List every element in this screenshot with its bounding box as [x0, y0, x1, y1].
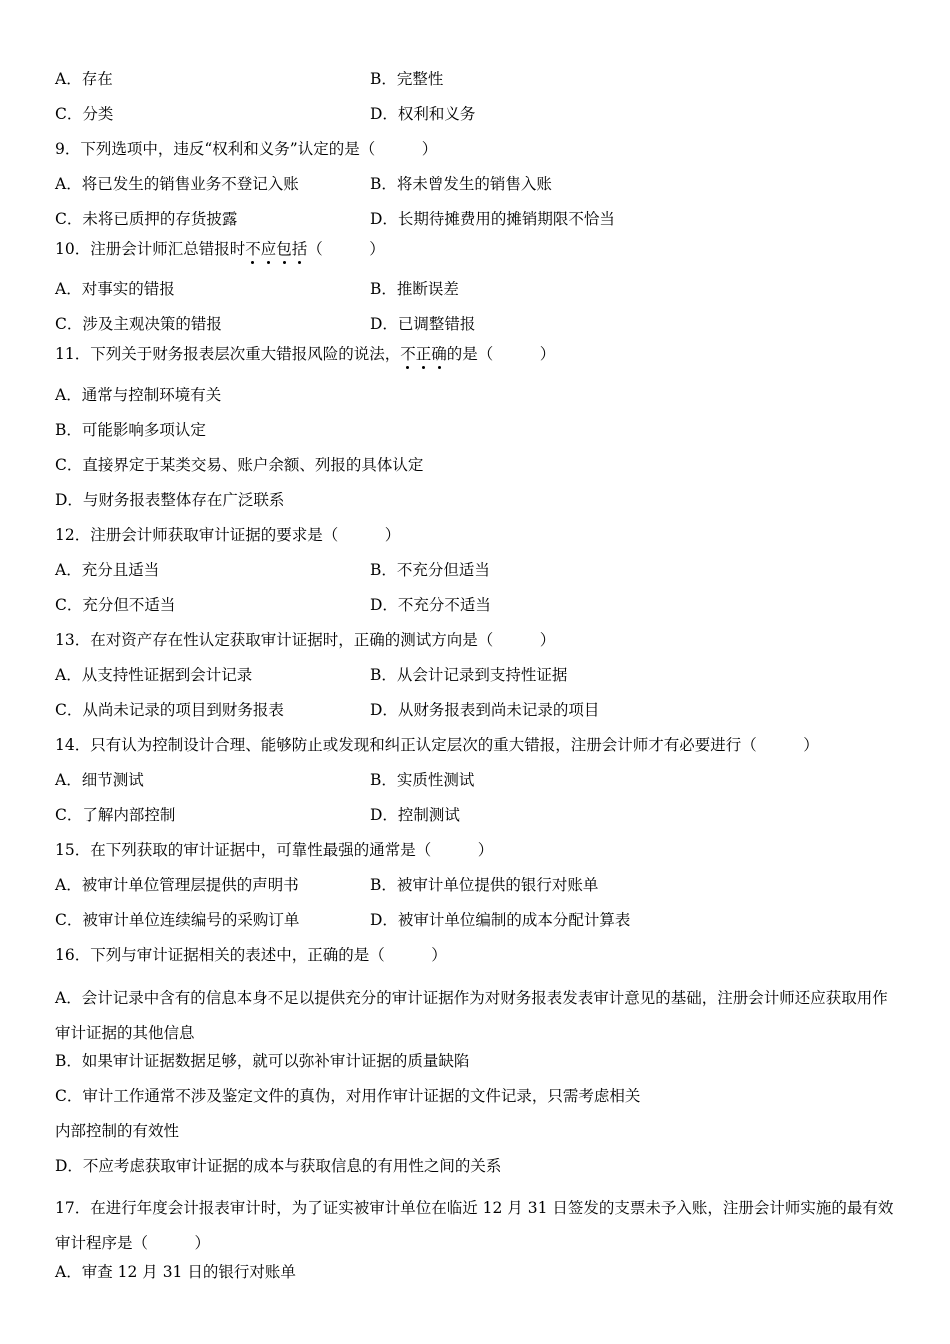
q13-option-b: B．从会计记录到支持性证据 — [370, 666, 568, 684]
q10-option-c: C．涉及主观决策的错报 — [55, 315, 222, 333]
q12-option-b: B．不充分但适当 — [370, 561, 490, 579]
q14-stem: 14．只有认为控制设计合理、能够防止或发现和纠正认定层次的重大错报，注册会计师才有必要进行（ ） — [55, 736, 819, 754]
q11-emphasis-char: 不 — [400, 345, 416, 363]
q15-option-a: A．被审计单位管理层提供的声明书 — [55, 876, 299, 894]
q15-option-b: B．被审计单位提供的银行对账单 — [370, 876, 599, 894]
q16-option-c: C．审计工作通常不涉及鉴定文件的真伪，对用作审计证据的文件记录，只需考虑相关 — [55, 1087, 641, 1105]
q8-option-b: B．完整性 — [370, 70, 444, 88]
q17-stem: 17．在进行年度会计报表审计时，为了证实被审计单位在临近 12 月 31 日签发的支票未予入账，注册会计师实施的最有效审计程序是（ ） — [55, 1199, 894, 1252]
q12-option-a: A．充分且适当 — [55, 561, 160, 579]
q10-emphasis-char: 不 — [245, 240, 261, 258]
q11-emphasis-char: 确 — [431, 345, 447, 363]
q10-option-d: D．已调整错报 — [370, 315, 476, 333]
q10-option-a: A．对事实的错报 — [55, 280, 175, 298]
q11-stem-pre: 11．下列关于财务报表层次重大错报风险的说法， — [55, 345, 401, 363]
q13-option-a: A．从支持性证据到会计记录 — [55, 666, 253, 684]
q14-option-c: C．了解内部控制 — [55, 806, 176, 824]
q17-option-a: A．审查 12 月 31 日的银行对账单 — [55, 1263, 296, 1281]
q16-option-a: A．会计记录中含有的信息本身不足以提供充分的审计证据作为对财务报表发表审计意见的基础，注册会计师还应获取用作审计证据的其他信息 — [55, 989, 888, 1042]
q15-option-c: C．被审计单位连续编号的采购订单 — [55, 911, 300, 929]
q12-option-d: D．不充分不适当 — [370, 596, 491, 614]
q8-option-c: C．分类 — [55, 105, 114, 123]
q10-emphasis-char: 括 — [291, 240, 308, 258]
q10-emphasis-char: 应 — [260, 240, 277, 258]
q9-option-a: A．将已发生的销售业务不登记入账 — [55, 175, 299, 193]
q10-stem — [55, 239, 385, 259]
q13-option-d: D．从财务报表到尚未记录的项目 — [370, 701, 600, 719]
q14-option-d: D．控制测试 — [370, 806, 460, 824]
q9-option-b: B．将未曾发生的销售入账 — [370, 175, 552, 193]
q10-option-b: B．推断误差 — [370, 280, 459, 298]
q10-emphasis-char: 包 — [276, 240, 292, 258]
q16-option-d: D．不应考虑获取审计证据的成本与获取信息的有用性之间的关系 — [55, 1157, 502, 1175]
q11-emphasis-char: 正 — [415, 345, 432, 363]
q11-stem — [55, 344, 555, 364]
q9-option-c: C．未将已质押的存货披露 — [55, 210, 238, 228]
q15-option-d: D．被审计单位编制的成本分配计算表 — [370, 911, 631, 929]
q10-stem-pre: 10．注册会计师汇总错报时 — [55, 240, 246, 258]
q14-option-b: B．实质性测试 — [370, 771, 475, 789]
q11-option-b: B．可能影响多项认定 — [55, 421, 206, 439]
q10-stem-post: （ ） — [307, 240, 385, 258]
q11-stem-post: 的是（ ） — [446, 345, 556, 363]
q9-stem: 9．下列选项中，违反“权利和义务”认定的是（ ） — [55, 140, 438, 158]
q11-option-a: A．通常与控制环境有关 — [55, 386, 222, 404]
q13-option-c: C．从尚未记录的项目到财务报表 — [55, 701, 284, 719]
q11-option-c: C．直接界定于某类交易、账户余额、列报的具体认定 — [55, 456, 424, 474]
q13-stem: 13．在对资产存在性认定获取审计证据时，正确的测试方向是（ ） — [55, 631, 556, 649]
q16-option-c-continued: 内部控制的有效性 — [55, 1122, 180, 1140]
q11-option-d: D．与财务报表整体存在广泛联系 — [55, 491, 285, 509]
q8-option-d: D．权利和义务 — [370, 105, 476, 123]
q8-option-a: A．存在 — [55, 70, 113, 88]
q12-stem: 12．注册会计师获取审计证据的要求是（ ） — [55, 526, 401, 544]
q14-option-a: A．细节测试 — [55, 771, 144, 789]
q15-stem: 15．在下列获取的审计证据中，可靠性最强的通常是（ ） — [55, 841, 494, 859]
q16-stem: 16．下列与审计证据相关的表述中，正确的是（ ） — [55, 946, 447, 964]
q9-option-d: D．长期待摊费用的摊销期限不恰当 — [370, 210, 615, 228]
q12-option-c: C．充分但不适当 — [55, 596, 176, 614]
q16-option-b: B．如果审计证据数据足够，就可以弥补审计证据的质量缺陷 — [55, 1052, 470, 1070]
